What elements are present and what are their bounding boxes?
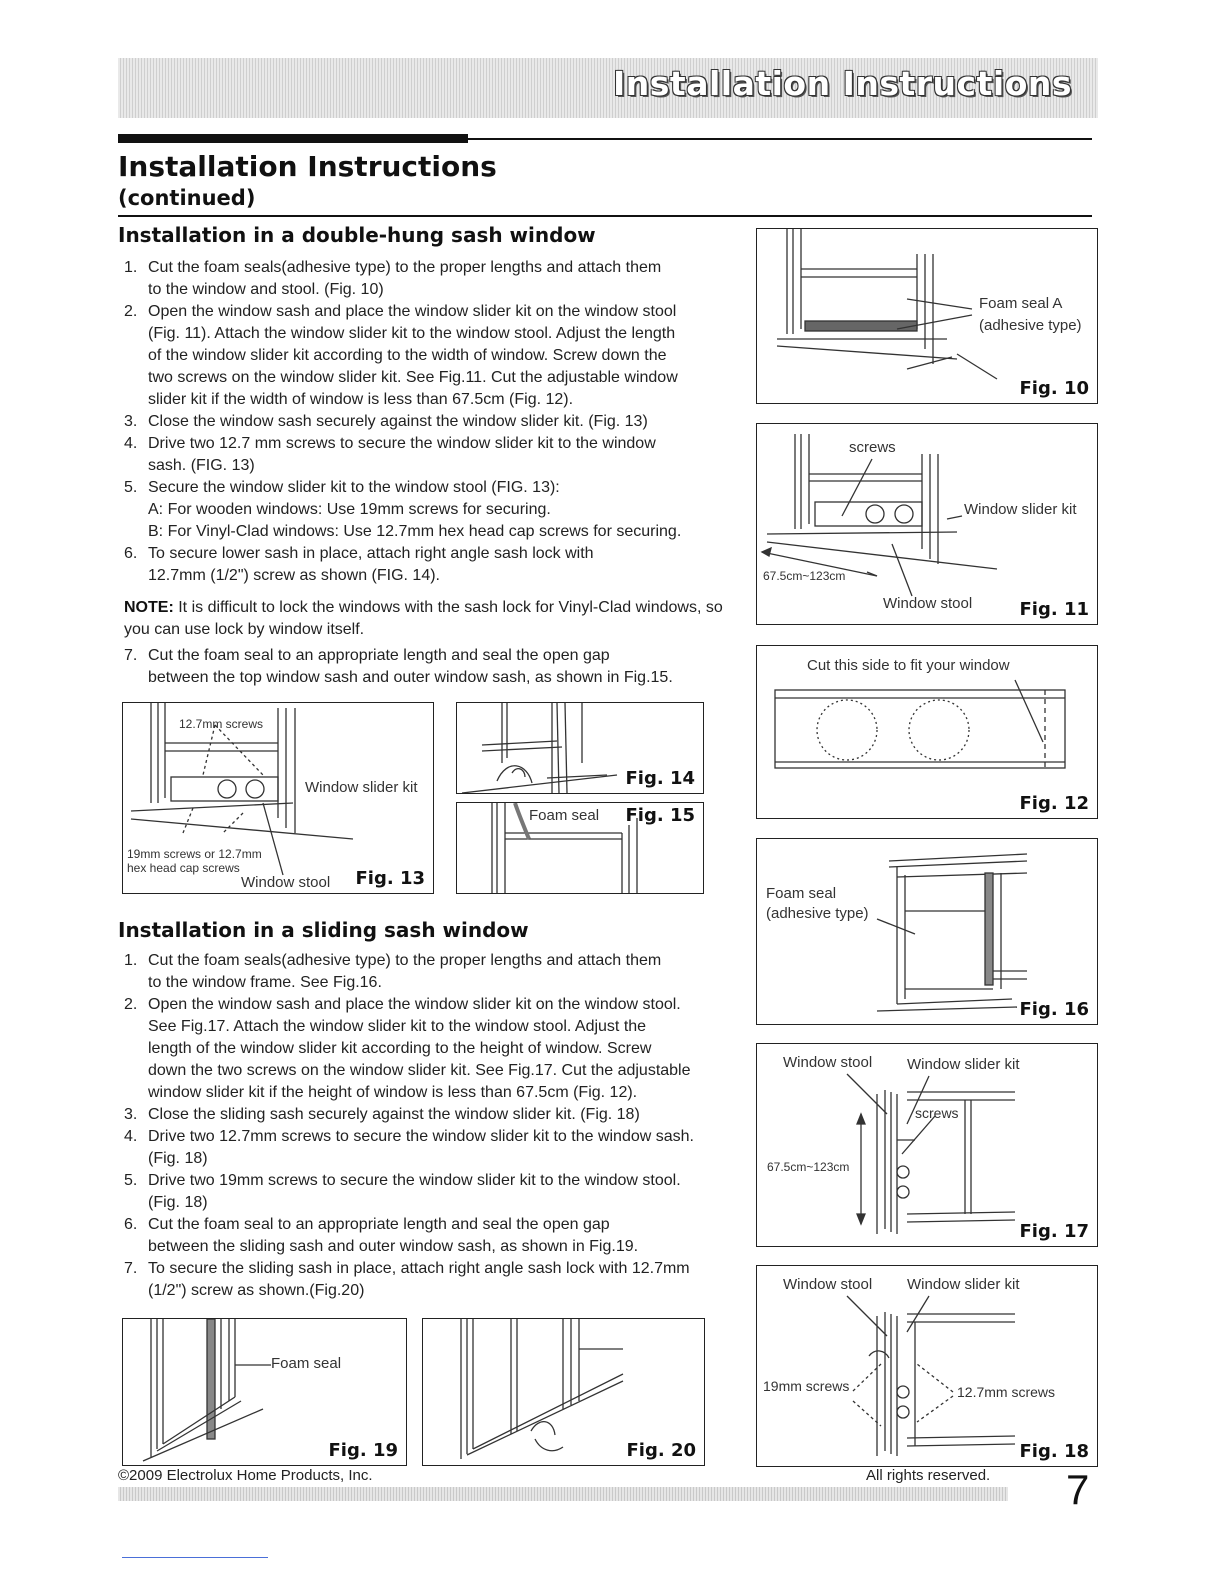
sliding-heading: Installation in a sliding sash window	[118, 918, 529, 942]
step-line: sash. (FIG. 13)	[148, 457, 255, 474]
figure-17	[756, 1043, 1098, 1247]
figure-12	[756, 645, 1098, 819]
step-line: Cut the foam seals(adhesive type) to the proper lengths and attach them	[148, 952, 662, 969]
fig19-seal: Foam seal	[271, 1355, 342, 1372]
step-line: (Fig. 11). Attach the window slider kit to the window stool. Adjust the length	[148, 325, 676, 342]
fig10-label: Fig. 10	[1019, 378, 1089, 399]
step-line: between the top window sash and outer window sash, as shown in Fig.15.	[148, 669, 673, 686]
note-label: NOTE:	[124, 599, 174, 616]
figure-10	[756, 228, 1098, 404]
footer-copyright: ©2009 Electrolux Home Products, Inc.	[118, 1467, 373, 1484]
fig13-screws-alt-2: hex head cap screws	[127, 861, 240, 875]
fig10-callout-1: Foam seal A	[979, 295, 1063, 312]
figure-15	[456, 802, 704, 894]
step-line: See Fig.17. Attach the window slider kit to the window stool. Adjust the	[148, 1018, 647, 1035]
step-line: To secure the sliding sash in place, attach right angle sash lock with 12.7mm	[148, 1260, 690, 1277]
step-number: 4.	[124, 435, 138, 452]
step-line: of the window slider kit according to the width of window. Screw down the	[148, 347, 667, 364]
step-number: 6.	[124, 545, 138, 562]
fig13-stool: Window stool	[241, 874, 331, 891]
fig18-stool: Window stool	[783, 1276, 873, 1293]
banner-title: Installation Instructions	[613, 64, 1072, 103]
step-line: length of the window slider kit according to the height of window. Screw	[148, 1040, 652, 1057]
fig20-label: Fig. 20	[626, 1440, 696, 1461]
step-line: Drive two 12.7mm screws to secure the window slider kit to the window sash.	[148, 1128, 694, 1145]
step-line: Cut the foam seal to an appropriate length and seal the open gap	[148, 1216, 610, 1233]
double-hung-step7	[124, 645, 754, 689]
fig17-label: Fig. 17	[1019, 1221, 1089, 1242]
step-line: 12.7mm (1/2") screw as shown (FIG. 14).	[148, 567, 440, 584]
step-item	[124, 1126, 764, 1170]
step-line: Cut the foam seals(adhesive type) to the proper lengths and attach them	[148, 259, 662, 276]
step-line: B: For Vinyl-Clad windows: Use 12.7mm hex head cap screws for securing.	[148, 523, 682, 540]
fig13-label: Fig. 13	[355, 868, 425, 889]
step-item	[124, 543, 754, 587]
step-line: down the two screws on the window slider kit. See Fig.17. Cut the adjustable	[148, 1062, 691, 1079]
step-item	[124, 411, 754, 433]
figure-20	[422, 1318, 705, 1466]
footer-rights: All rights reserved.	[866, 1467, 991, 1484]
step-line: Open the window sash and place the window slider kit on the window stool	[148, 303, 677, 320]
step-line: slider kit if the width of window is less than 67.5cm (Fig. 12).	[148, 391, 574, 408]
fig13-screws: 12.7mm screws	[179, 717, 264, 731]
step-number: 7.	[124, 647, 138, 664]
step-line: window slider kit if the height of window is less than 67.5cm (Fig. 12).	[148, 1084, 638, 1101]
step-line: (Fig. 18)	[148, 1194, 208, 1211]
step-line: to the window frame. See Fig.16.	[148, 974, 382, 991]
step-line: (1/2") screw as shown.(Fig.20)	[148, 1282, 365, 1299]
step-number: 3.	[124, 1106, 138, 1123]
figure-16	[756, 838, 1098, 1025]
fig16-label: Fig. 16	[1019, 999, 1089, 1020]
page-number: 7	[1066, 1466, 1090, 1513]
header-banner	[118, 58, 1098, 118]
fig14-label: Fig. 14	[625, 768, 695, 789]
step-line: Cut the foam seal to an appropriate length and seal the open gap	[148, 647, 610, 664]
step-number: 2.	[124, 303, 138, 320]
step-number: 4.	[124, 1128, 138, 1145]
page-subtitle: (continued)	[118, 186, 256, 210]
step-line: Close the window sash securely against the window slider kit. (Fig. 13)	[148, 413, 648, 430]
step-item	[124, 1214, 764, 1258]
step-line: between the sliding sash and outer window sash, as shown in Fig.19.	[148, 1238, 639, 1255]
step-number: 3.	[124, 413, 138, 430]
fig17-screws: screws	[915, 1105, 959, 1121]
figure-19	[122, 1318, 407, 1466]
step-line: Open the window sash and place the window slider kit on the window stool.	[148, 996, 681, 1013]
figure-13	[122, 702, 434, 894]
fig10-callout-2: (adhesive type)	[979, 317, 1082, 334]
step-item	[124, 477, 754, 543]
step-number: 6.	[124, 1216, 138, 1233]
note-text: It is difficult to lock the windows with the sash lock for Vinyl-Clad windows, so you can use lock by window itself.	[124, 599, 723, 638]
fig13-screws-alt-1: 19mm screws or 12.7mm	[127, 847, 262, 861]
step-number: 7.	[124, 1260, 138, 1277]
fig11-range: 67.5cm~123cm	[763, 569, 846, 583]
step-number: 5.	[124, 1172, 138, 1189]
step-item	[124, 1258, 764, 1302]
fig18-kit: Window slider kit	[907, 1276, 1020, 1293]
step-line: Drive two 19mm screws to secure the window slider kit to the window stool.	[148, 1172, 681, 1189]
step-item	[124, 645, 754, 689]
step-line: Close the sliding sash securely against the window slider kit. (Fig. 18)	[148, 1106, 640, 1123]
fig18-screws-19: 19mm screws	[763, 1378, 850, 1394]
step-item	[124, 1104, 764, 1126]
step-number: 5.	[124, 479, 138, 496]
double-hung-steps	[124, 257, 754, 587]
step-item	[124, 1170, 764, 1214]
step-line: A: For wooden windows: Use 19mm screws for securing.	[148, 501, 551, 518]
step-number: 2.	[124, 996, 138, 1013]
section-rule	[118, 215, 1092, 217]
title-rule-thick	[118, 134, 468, 143]
figure-11	[756, 423, 1098, 625]
step-line: Drive two 12.7 mm screws to secure the window slider kit to the window	[148, 435, 656, 452]
step-number: 1.	[124, 259, 138, 276]
bottom-link-underline	[122, 1557, 268, 1558]
page-title: Installation Instructions	[118, 150, 497, 183]
fig12-cut: Cut this side to fit your window	[807, 657, 1010, 674]
fig12-label: Fig. 12	[1019, 793, 1089, 814]
fig17-kit: Window slider kit	[907, 1056, 1020, 1073]
step-line: To secure lower sash in place, attach right angle sash lock with	[148, 545, 594, 562]
step-item	[124, 950, 764, 994]
fig11-label: Fig. 11	[1019, 599, 1089, 620]
step-number: 1.	[124, 952, 138, 969]
fig11-stool: Window stool	[883, 595, 973, 612]
fig18-screws-127: 12.7mm screws	[957, 1384, 1056, 1400]
fig18-label: Fig. 18	[1019, 1441, 1089, 1462]
fig11-kit: Window slider kit	[964, 501, 1077, 518]
figure-18	[756, 1265, 1098, 1467]
step-line: Secure the window slider kit to the window stool (FIG. 13):	[148, 479, 560, 496]
note-paragraph	[124, 597, 744, 641]
step-item	[124, 301, 754, 411]
fig13-kit: Window slider kit	[305, 779, 418, 796]
title-rule-thin	[468, 138, 1092, 140]
figure-14	[456, 702, 704, 794]
step-item	[124, 433, 754, 477]
step-line: to the window and stool. (Fig. 10)	[148, 281, 384, 298]
fig11-screws: screws	[849, 439, 896, 456]
step-item	[124, 994, 764, 1104]
fig16-seal-1: Foam seal	[766, 885, 837, 902]
footer-bar	[118, 1487, 1008, 1501]
step-item	[124, 257, 754, 301]
fig15-seal: Foam seal	[529, 807, 600, 824]
fig19-label: Fig. 19	[328, 1440, 398, 1461]
fig15-label: Fig. 15	[625, 805, 695, 826]
fig17-stool: Window stool	[783, 1054, 873, 1071]
fig16-seal-2: (adhesive type)	[766, 905, 869, 922]
fig17-range: 67.5cm~123cm	[767, 1160, 850, 1174]
double-hung-heading: Installation in a double-hung sash window	[118, 223, 596, 247]
sliding-steps	[124, 950, 764, 1302]
step-line: two screws on the window slider kit. See Fig.11. Cut the adjustable window	[148, 369, 678, 386]
step-line: (Fig. 18)	[148, 1150, 208, 1167]
